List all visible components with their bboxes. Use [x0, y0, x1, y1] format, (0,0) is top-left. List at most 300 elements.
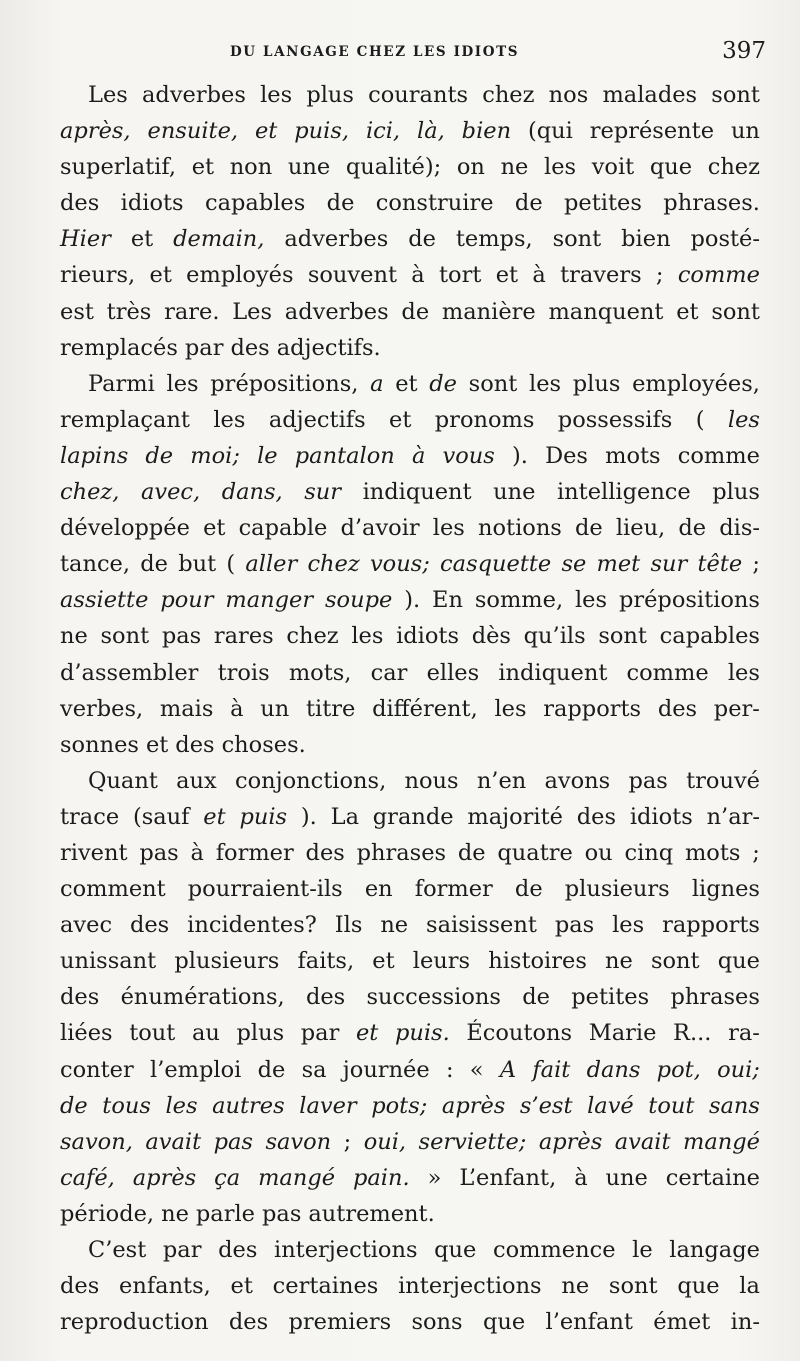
italic-word: pot, [656, 1056, 701, 1083]
word: de [140, 551, 168, 578]
text-line [60, 660, 760, 696]
word: émet [653, 1309, 711, 1336]
italic-word: Hier [60, 226, 111, 253]
word: la [739, 1273, 760, 1300]
word: rapports [543, 695, 642, 722]
word: adverbes [284, 226, 389, 253]
word: : [445, 1056, 454, 1083]
italic-word: et [355, 1020, 379, 1047]
word: car [370, 659, 408, 686]
word: sont [711, 298, 760, 325]
word: les [166, 370, 199, 397]
word: ra- [728, 1020, 760, 1047]
text-line [60, 82, 760, 118]
word: En [432, 587, 463, 614]
text-line [60, 226, 760, 262]
word: possessifs [557, 406, 673, 433]
word: Les [88, 82, 128, 108]
italic-word: sur [304, 479, 342, 506]
text-line [60, 1093, 760, 1129]
italic-word: après [132, 1164, 197, 1191]
word: but [178, 551, 217, 578]
word: une [287, 154, 331, 181]
word: qu’ils [523, 623, 586, 650]
word: le [632, 1237, 653, 1263]
word: de [522, 984, 550, 1011]
italic-word: après [538, 1128, 603, 1155]
italic-word: soupe [325, 587, 393, 614]
text-line [60, 190, 760, 226]
word: pas [262, 1200, 302, 1227]
word: phrases [670, 984, 760, 1011]
italic-word: tout [648, 1092, 695, 1119]
word: d’avoir [340, 515, 420, 542]
word: certaines [272, 1273, 379, 1300]
word: unissant [60, 948, 157, 975]
italic-word: les [165, 1092, 198, 1119]
word: au [191, 1020, 220, 1047]
word: pas [161, 623, 202, 650]
word: enfants, [119, 1273, 211, 1300]
word: des [175, 731, 215, 758]
word: mots [605, 442, 661, 469]
word: rivent [60, 839, 128, 866]
word: et [130, 226, 154, 253]
word: mots, [288, 659, 352, 686]
word: comment [60, 876, 166, 903]
italic-word: casquette [440, 551, 552, 578]
italic-word: mangé [258, 1164, 336, 1191]
word: de [457, 839, 486, 866]
italic-word: manger [225, 587, 314, 614]
word: in- [730, 1309, 760, 1336]
text-line [60, 479, 760, 515]
italic-word: assiette [60, 587, 149, 614]
italic-word: à [411, 442, 426, 469]
word: malades [602, 82, 698, 108]
word: sont [468, 370, 518, 397]
word: reproduction [60, 1309, 209, 1336]
word: sont [100, 623, 150, 650]
word: capable [238, 515, 328, 542]
word: grande [372, 803, 454, 830]
text-line [60, 551, 760, 587]
word: employées, [632, 370, 760, 397]
word: de [678, 515, 707, 542]
word: superlatif, [60, 154, 177, 181]
word: bien [621, 226, 671, 253]
word: manière [441, 298, 536, 325]
word: somme, [474, 587, 564, 614]
word: et [191, 154, 215, 181]
word: adverbes [142, 82, 246, 108]
italic-word: pain. [352, 1164, 410, 1191]
italic-word: avait [614, 1128, 671, 1155]
word: ne [500, 154, 529, 181]
word: sons [411, 1309, 463, 1336]
word: (sauf [132, 803, 190, 830]
word: et [389, 406, 412, 433]
word: sont [598, 623, 647, 650]
word: des [228, 1309, 269, 1336]
word: autrement. [308, 1200, 435, 1227]
word: (qui [527, 118, 573, 145]
italic-word: pas [213, 1128, 253, 1155]
word: des [218, 1237, 258, 1263]
word: chez [482, 82, 535, 108]
word: dès [471, 623, 511, 650]
italic-word: savon, [60, 1128, 133, 1155]
word: comme [677, 442, 760, 469]
word: manquent [548, 298, 664, 325]
word: Ils [334, 912, 363, 939]
word: que [717, 948, 760, 975]
word: remplaçant [60, 406, 190, 433]
word: des [60, 1273, 100, 1300]
word: et [230, 1273, 253, 1300]
word: langage [669, 1237, 760, 1263]
word: L’enfant, [459, 1164, 557, 1191]
word: très [106, 298, 152, 325]
word: ne [60, 623, 88, 650]
word: ne [561, 1273, 590, 1300]
word: incidentes? [187, 912, 317, 939]
word: journée [342, 1056, 430, 1083]
italic-word: moi; [190, 442, 240, 469]
word: représente [589, 118, 715, 145]
text-line [60, 696, 760, 732]
text-line [60, 371, 760, 407]
word: non [229, 154, 273, 181]
italic-word: pour [160, 587, 214, 614]
italic-word: oui, [363, 1128, 407, 1155]
text-line [60, 1165, 760, 1201]
word: plus [236, 1020, 285, 1047]
word: sont [711, 82, 760, 108]
word: notions [478, 515, 562, 542]
italic-word: puis [239, 803, 288, 830]
text-line [60, 587, 760, 623]
word: ). [300, 803, 317, 830]
word: histoires [488, 948, 587, 975]
word: successions [366, 984, 501, 1011]
word: ; [752, 551, 760, 578]
word: chez [286, 623, 339, 650]
text-line [60, 1309, 760, 1345]
word: petites [571, 984, 650, 1011]
word: verbes, [60, 695, 144, 722]
text-line [60, 840, 760, 876]
word: » [427, 1164, 442, 1191]
word: par [162, 1237, 202, 1263]
word: et [395, 370, 418, 397]
word: et [203, 515, 226, 542]
word: sonnes [60, 731, 139, 758]
word: un [260, 695, 290, 722]
word: une [605, 1164, 648, 1191]
word: mais [159, 695, 214, 722]
word: Écoutons [466, 1020, 573, 1047]
word: différent, [372, 695, 478, 722]
word: pas [554, 912, 595, 939]
italic-word: café, [60, 1164, 115, 1191]
italic-word: ça [214, 1164, 241, 1191]
word: les [612, 912, 645, 939]
text-line [60, 768, 760, 804]
word: construire [375, 190, 494, 217]
text-line [60, 1057, 760, 1093]
word: adverbes [284, 298, 389, 325]
word: capables [659, 623, 760, 650]
word: en [364, 876, 393, 903]
word: cinq [624, 839, 674, 866]
word: R... [673, 1020, 712, 1047]
word: petites [564, 190, 642, 217]
running-head [60, 38, 766, 66]
word: que [677, 1273, 720, 1300]
word: sa [301, 1056, 327, 1083]
word: avons [544, 767, 611, 794]
word: mots [684, 839, 741, 866]
word: et [372, 948, 395, 975]
word: sont [552, 226, 602, 253]
text-line [60, 443, 760, 479]
body-text [60, 82, 760, 1345]
word: courants [368, 82, 469, 108]
italic-word: et [203, 803, 226, 830]
page-number: 397 [722, 38, 766, 64]
word: de [326, 190, 355, 217]
italic-word: vous; [369, 551, 430, 578]
word: sont [650, 948, 700, 975]
word: les [432, 515, 465, 542]
word: plusieurs [564, 876, 670, 903]
text-line [60, 912, 760, 948]
word: développée [60, 515, 190, 542]
word: avec [60, 912, 113, 939]
word: des [305, 839, 345, 866]
word: ). [511, 442, 528, 469]
word: indiquent [498, 659, 608, 686]
word: liées [60, 1020, 113, 1047]
italic-word: de [429, 370, 457, 397]
word: comme [626, 659, 709, 686]
word: l’emploi [150, 1056, 242, 1083]
italic-word: savon [265, 1128, 332, 1155]
word: posté- [690, 226, 760, 253]
word: énumérations, [120, 984, 285, 1011]
word: phrases [356, 839, 447, 866]
word: ; [343, 1128, 352, 1155]
word: Quant [88, 767, 158, 794]
word: tout [129, 1020, 176, 1047]
text-line [60, 1237, 760, 1273]
word: idiots [120, 190, 184, 217]
text-line [60, 732, 760, 768]
word: et [676, 298, 699, 325]
word: les [213, 406, 246, 433]
italic-word: mangé [683, 1128, 760, 1155]
word: et [495, 262, 519, 289]
italic-word: laver [299, 1092, 357, 1119]
word: titre [305, 695, 356, 722]
word: à [532, 262, 546, 289]
italic-word: ici, [365, 118, 401, 145]
word: pourraient-ils [187, 876, 343, 903]
text-line [60, 299, 760, 335]
word: La [330, 803, 359, 830]
italic-word: aller [245, 551, 298, 578]
italic-word: avec, [140, 479, 201, 506]
word: ( [695, 406, 705, 433]
italic-word: serviette; [418, 1128, 527, 1155]
word: interjections [398, 1273, 542, 1300]
word: rieurs, [60, 262, 136, 289]
word: est [60, 298, 94, 325]
word: quatre [497, 839, 573, 866]
word: à [190, 839, 204, 866]
word: certaine [665, 1164, 760, 1191]
italic-word: lavé [587, 1092, 634, 1119]
word: ; [655, 262, 664, 289]
word: adjectifs [268, 406, 366, 433]
word: que [649, 154, 693, 181]
word: des [60, 190, 100, 217]
word: rares [213, 623, 274, 650]
word: dis- [719, 515, 760, 542]
word: former [215, 839, 294, 866]
word: d’assembler [60, 659, 199, 686]
word: Les [232, 298, 273, 325]
italic-word: pots; [371, 1092, 428, 1119]
italic-word: demain, [173, 226, 265, 253]
word: capables [204, 190, 306, 217]
word: travers [560, 262, 642, 289]
word: une [493, 479, 536, 506]
word: plusieurs [174, 948, 280, 975]
italic-word: comme [677, 262, 760, 289]
word: ( [226, 551, 236, 578]
italic-word: puis. [394, 1020, 450, 1047]
word: n’ar- [706, 803, 760, 830]
word: tance, [60, 551, 131, 578]
italic-word: ensuite, [147, 118, 239, 145]
word: de [514, 190, 543, 217]
word: aux [176, 767, 217, 794]
word: elles [426, 659, 480, 686]
word: n’en [476, 767, 527, 794]
italic-word: après, [60, 118, 131, 145]
text-line [60, 1201, 760, 1237]
word: C’est [88, 1237, 147, 1263]
word: pas [628, 767, 668, 794]
word: nos [548, 82, 589, 108]
word: par [300, 1020, 340, 1047]
italic-word: le [257, 442, 278, 469]
italic-word: après [441, 1092, 506, 1119]
word: les [727, 659, 760, 686]
text-line [60, 984, 760, 1020]
word: des [576, 803, 617, 830]
italic-word: vous [442, 442, 495, 469]
italic-word: a [370, 370, 384, 397]
word: per- [713, 695, 760, 722]
word: parle [195, 1200, 255, 1227]
word: l’enfant [545, 1309, 633, 1336]
word: trouvé [686, 767, 760, 794]
word: intelligence [556, 479, 691, 506]
word: à [230, 695, 244, 722]
italic-word: avait [145, 1128, 202, 1155]
word: ne [161, 1200, 189, 1227]
word: sont [608, 1273, 658, 1300]
word: des [305, 984, 346, 1011]
word: saisissent [426, 912, 537, 939]
word: conter [60, 1056, 134, 1083]
text-line [60, 262, 760, 298]
word: adjectifs. [276, 334, 381, 361]
italic-word: là, [417, 118, 445, 145]
word: plus [712, 479, 760, 506]
word: idiots [396, 623, 460, 650]
text-line [60, 1020, 760, 1056]
word: des [657, 695, 698, 722]
text-line [60, 1129, 760, 1165]
word: de [575, 515, 603, 542]
word: commence [492, 1237, 616, 1263]
italic-word: autres [212, 1092, 285, 1119]
word: voit [591, 154, 635, 181]
word: trois [217, 659, 270, 686]
word: les [260, 82, 293, 108]
word: de [514, 876, 543, 903]
word: de [401, 298, 430, 325]
italic-word: de [60, 1092, 88, 1119]
italic-word: tous [102, 1092, 151, 1119]
text-line [60, 335, 760, 371]
italic-word: sur [650, 551, 688, 578]
italic-word: dans, [221, 479, 283, 506]
word: phrases. [663, 190, 760, 217]
text-line [60, 515, 760, 551]
word: les [529, 370, 562, 397]
italic-word: lapins [60, 442, 129, 469]
word: les [544, 154, 577, 181]
word: les [494, 695, 527, 722]
word: temps, [455, 226, 533, 253]
word: ne [380, 912, 409, 939]
word: choses. [221, 731, 306, 758]
italic-word: bien [461, 118, 512, 145]
word: les [574, 587, 608, 614]
word: trace [60, 803, 120, 830]
word: plus [572, 370, 621, 397]
word: qualité); [345, 154, 442, 181]
word: ou [584, 839, 613, 866]
italic-word: chez [307, 551, 360, 578]
word: former [414, 876, 493, 903]
text-line [60, 948, 760, 984]
word: faits, [297, 948, 355, 975]
word: et [149, 262, 172, 289]
word: Des [545, 442, 588, 469]
word: prépositions [618, 587, 760, 614]
word: ). [404, 587, 421, 614]
word: remplacés [60, 334, 178, 361]
word: prépositions, [210, 370, 359, 397]
word: période, [60, 1200, 155, 1227]
word: un [730, 118, 760, 145]
